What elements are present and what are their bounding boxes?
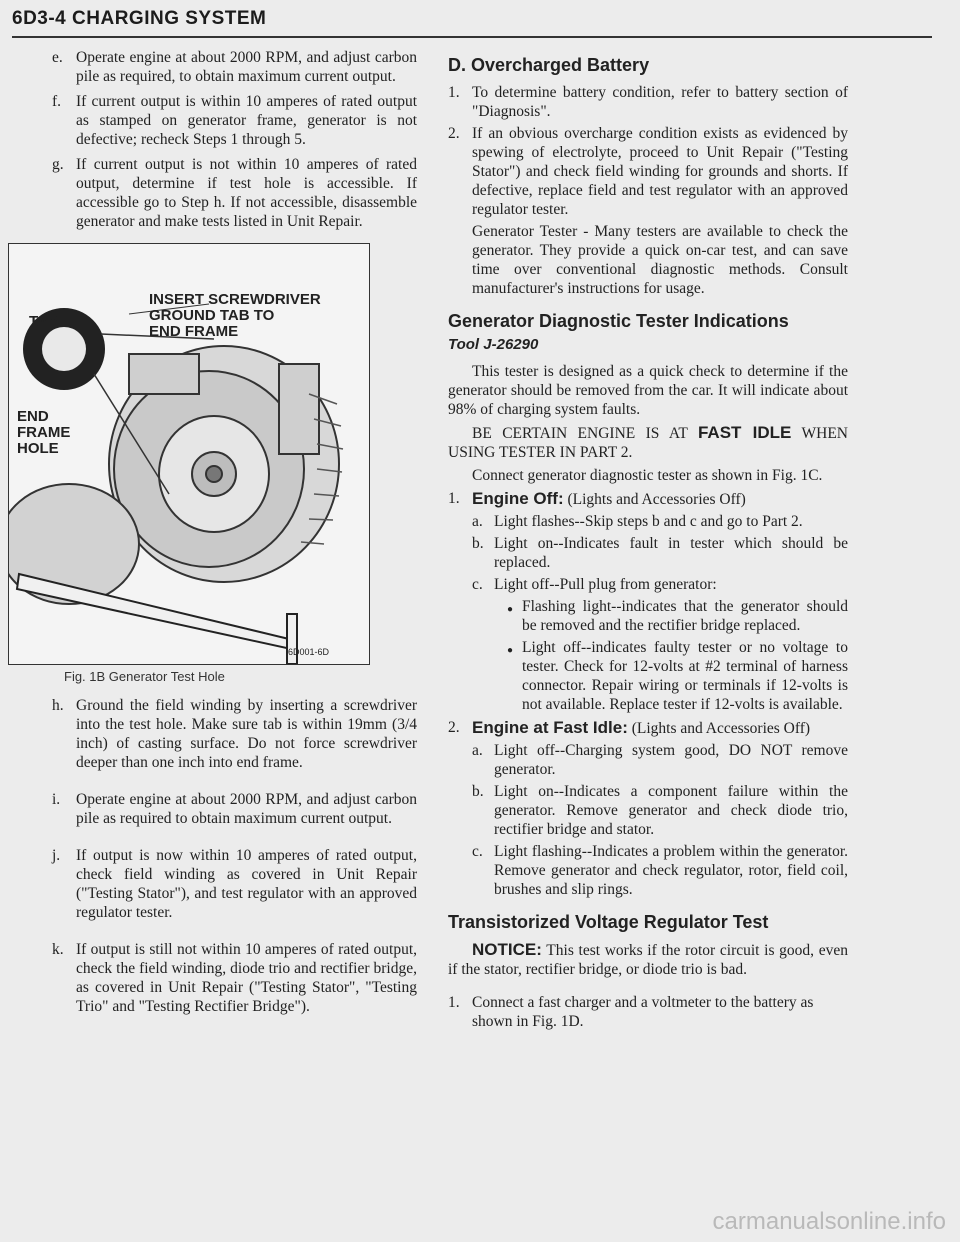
engine-off-b: b. Light on--Indicates fault in tester which should be replaced. [472,535,848,571]
callout-end-frame-hole: END FRAME HOLE [17,408,71,457]
step-g: g. If current output is not within 10 amperes of rated output, determine if test hole is accessible. If accessible go to Step h. If not accessible, disassemble generator and make tests listed in Unit Repair. [52,156,417,230]
generator-tester-paragraph: Generator Tester - Many testers are available to check the generator. They provide a quick on-car test, and can save time over conventional diagnostic methods. Consult manufacturer's instructions for usage. [472,223,848,297]
left-column [17,48,417,1022]
page-header-title: 6D3-4 CHARGING SYSTEM [12,8,267,29]
figure-id: 6D001-6D [287,647,329,657]
header-rule [12,36,932,38]
regulator-step-1: 1. Connect a fast charger and a voltmeter to the battery as shown in Fig. 1D. [448,994,814,1030]
figure-caption: Fig. 1B Generator Test Hole [64,669,225,684]
step-k: k. If output is still not within 10 amperes of rated output, check the field winding, diode trio and rectifier bridge, as covered in Unit Repair ("Testing Stator", "Testing Trio" and "Testing Rectifier Bridge"). [52,941,417,1015]
tester-description: This tester is designed as a quick check to determine if the generator should be removed from the car. It will indicate about 98% of charging system faults. [448,363,848,418]
bullet-icon: ● [506,645,514,656]
generator-diagnostic-title: Generator Diagnostic Tester Indications [448,311,789,331]
watermark: carmanualsonline.info [712,1208,946,1235]
transistorized-regulator-title: Transistorized Voltage Regulator Test [448,912,769,932]
bullet-icon: ● [506,604,514,615]
engine-fast-idle-step: 2. Engine at Fast Idle: (Lights and Accessories Off) [448,718,811,737]
section-overcharged-battery-title: D. Overcharged Battery [448,55,650,75]
engine-off-a: a. Light flashes--Skip steps b and c and go to Part 2. [472,513,803,530]
callout-tab: TAB [29,313,59,330]
engine-off-c: c. Light off--Pull plug from generator: [472,576,717,593]
callout-insert-screwdriver: INSERT SCREWDRIVER GROUND TAB TO END FRAME [149,291,321,340]
step-h: h. Ground the field winding by inserting a screwdriver into the test hole. Make sure tab is within 19mm (3/4 inch) of casting surface. Do not force screwdriver deeper than one inch into end frame. [52,697,417,771]
step-e: e. Operate engine at about 2000 RPM, and adjust carbon pile as required, to obtain maximum current output. [52,49,417,85]
step-i: i. Operate engine at about 2000 RPM, and adjust carbon pile as required to obtain maximum current output. [52,791,417,827]
step-f: f. If current output is within 10 amperes of rated output as stamped on generator frame, generator is not defective; recheck Steps 1 through 5. [52,93,417,148]
right-column [448,56,848,1034]
page-header [12,8,932,36]
step-j: j. If output is now within 10 amperes of rated output, check field winding as covered in Unit Repair ("Testing Stator"), and test regulator with an approved regulator tester. [52,847,417,921]
connect-tester-instruction: Connect generator diagnostic tester as shown in Fig. 1C. [472,467,823,484]
fast-idle-warning: BE CERTAIN ENGINE IS AT FAST IDLE WHEN USING TESTER IN PART 2. [448,423,848,461]
generator-test-hole-figure [8,243,370,665]
notice-paragraph: NOTICE: This test works if the rotor circuit is good, even if the stator, rectifier bridge, or diode trio is bad. [448,940,848,978]
fast-idle-c: c. Light flashing--Indicates a problem within the generator. Remove generator and check regulator, rotor, field coil, brushes and slip rings. [472,843,848,898]
fast-idle-a: a. Light off--Charging system good, DO NOT remove generator. [472,742,848,778]
bullet-light-off: ● Light off--indicates faulty tester or no voltage to tester. Check for 12-volts at #2 terminal of harness connector. Repair wiring or terminals if 12-volts is not available. Replace tester if 12-volts is available. [498,638,848,714]
tool-number: Tool J-26290 [448,336,539,353]
overcharged-step-2: 2. If an obvious overcharge condition exists as evidenced by spewing of electrolyte, proceed to Unit Repair ("Testing Stator") and check field winding for grounds and shorts. If defective, replace field and test regulator with an approved regulator tester. [448,125,848,218]
bullet-flashing-light: ● Flashing light--indicates that the generator should be removed and the rectifier bridge replaced. [498,597,848,635]
engine-off-step: 1. Engine Off: (Lights and Accessories Off) [448,489,746,508]
fast-idle-b: b. Light on--Indicates a component failure within the generator. Remove generator and check diode trio, rectifier bridge and stator. [472,783,848,838]
overcharged-step-1: 1. To determine battery condition, refer to battery section of "Diagnosis". [448,84,848,120]
